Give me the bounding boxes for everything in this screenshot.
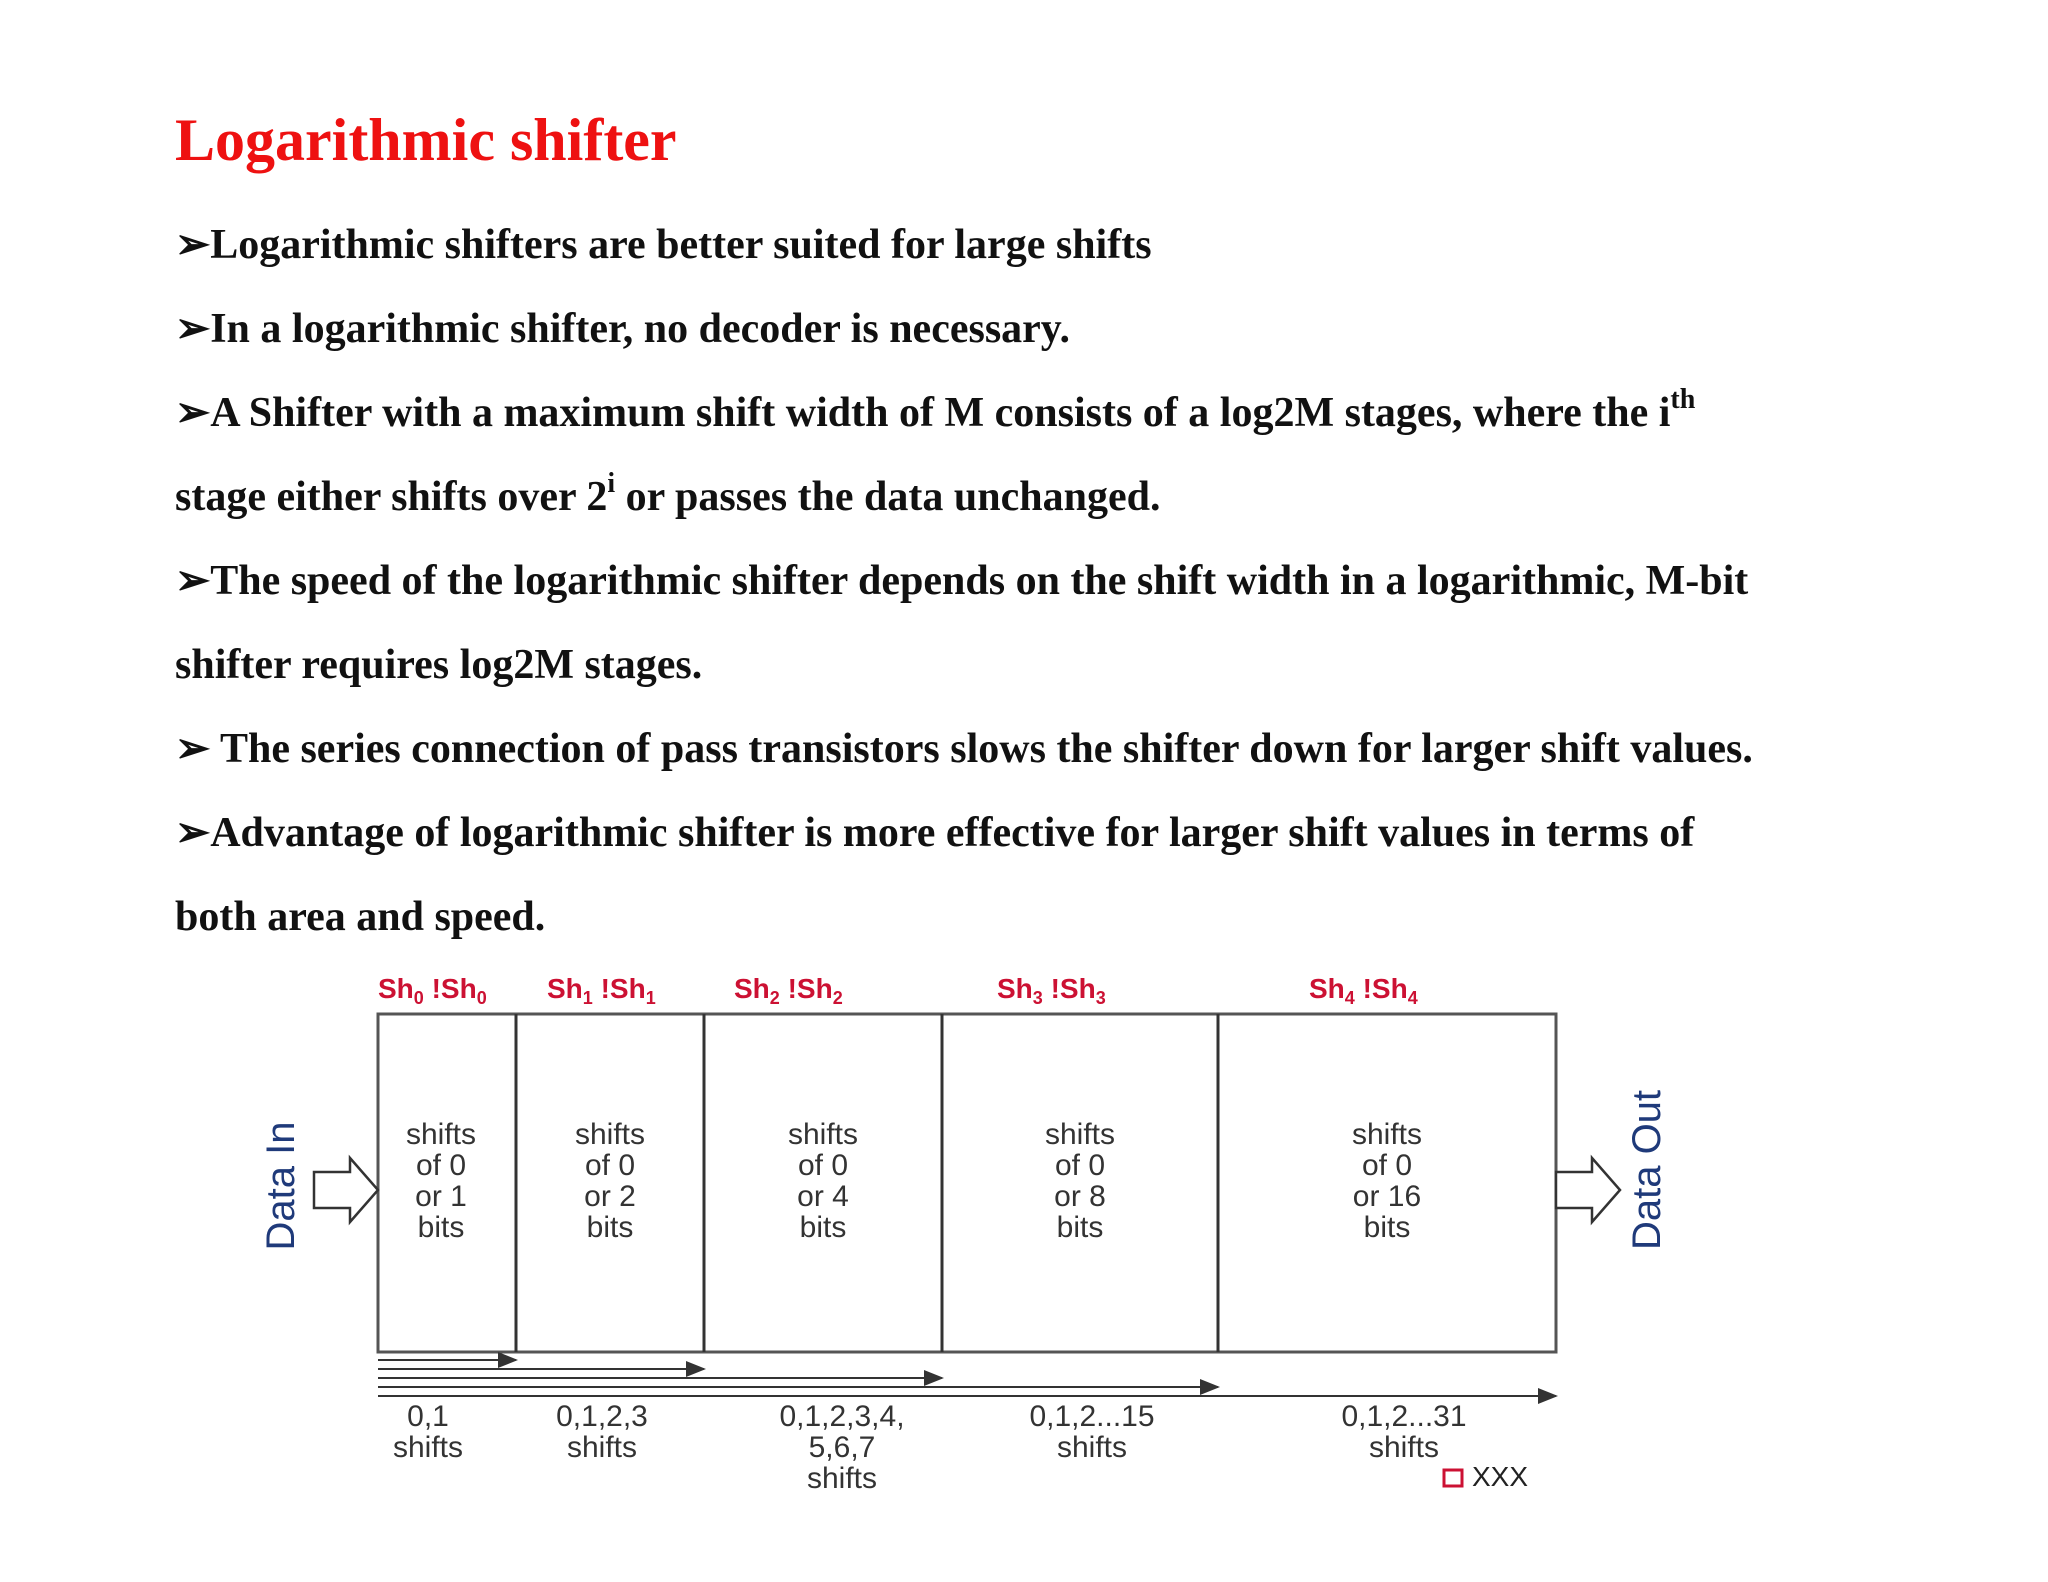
stage-description-line: or 1	[415, 1180, 467, 1213]
bullet-3	[175, 384, 1696, 436]
bullet-arrow-icon: ➢	[175, 810, 211, 856]
stage-description-line: or 4	[797, 1180, 849, 1213]
bullet-6-text: Advantage of logarithmic shifter is more effective for larger shift values in terms of	[210, 810, 1695, 856]
bullet-arrow-icon: ➢	[175, 726, 211, 772]
bullet-arrow-icon: ➢	[175, 390, 211, 436]
bullet-3b-text-end: or passes the data unchanged.	[615, 474, 1161, 520]
stage-description-line: bits	[799, 1211, 847, 1244]
shift-range-label: shifts	[806, 1462, 878, 1495]
shift-range-label: shifts	[392, 1431, 464, 1464]
stage-control-label-4: $Sh_4$ $!Sh_4$	[1309, 973, 1418, 1008]
bullet-6-continued	[175, 896, 545, 938]
data-out-arrow-icon	[1556, 1158, 1620, 1222]
shift-range-label: 0,1,2,3,4,	[779, 1400, 905, 1433]
stage-control-label-1: $Sh_1$ $!Sh_1$	[547, 973, 656, 1008]
stage-description-line: bits	[586, 1211, 634, 1244]
data-in-label: Data In	[259, 1121, 303, 1251]
stage-description-line: of 0	[1361, 1149, 1413, 1182]
bullet-4-text: The speed of the logarithmic shifter depends on the shift width in a logarithmic, M-bit	[210, 558, 1749, 604]
shift-range-label: 0,1,2,3	[556, 1400, 648, 1433]
stage-description-line: of 0	[1054, 1149, 1106, 1182]
bullet-4-continued	[175, 644, 702, 686]
bullet-1	[175, 224, 1152, 266]
stage-description-line: shifts	[1044, 1118, 1116, 1151]
bullet-6b-text: both area and speed.	[175, 894, 546, 940]
shift-range-label: shifts	[566, 1431, 638, 1464]
stage-description-line: shifts	[574, 1118, 646, 1151]
legend-square-icon	[1444, 1470, 1462, 1486]
shifter-outline	[378, 1014, 1556, 1352]
bullet-6	[175, 812, 1694, 854]
shift-range-label: shifts	[1056, 1431, 1128, 1464]
stage-description-line: or 16	[1352, 1180, 1422, 1213]
bullet-5-text: The series connection of pass transistors slows the shifter down for larger shift values.	[210, 726, 1753, 772]
bullet-arrow-icon: ➢	[175, 558, 211, 604]
stage-description-line: of 0	[415, 1149, 467, 1182]
bullet-4b-text: shifter requires log2M stages.	[175, 642, 703, 688]
stage-description-line: shifts	[787, 1118, 859, 1151]
data-in-arrow-icon	[314, 1158, 378, 1222]
data-out-label: Data Out	[1625, 1089, 1669, 1251]
stage-description-line: bits	[1363, 1211, 1411, 1244]
bullet-2-text: In a logarithmic shifter, no decoder is necessary.	[210, 306, 1070, 352]
shift-range-label: 0,1,2...15	[1029, 1400, 1155, 1433]
bullet-arrow-icon: ➢	[175, 306, 211, 352]
shift-range-label: 0,1,2...31	[1341, 1400, 1467, 1433]
slide-title: Logarithmic shifter	[175, 107, 677, 173]
stage-description-line: of 0	[797, 1149, 849, 1182]
stage-control-label-3: $Sh_3$ $!Sh_3$	[997, 973, 1106, 1008]
bullet-3b-text: stage either shifts over 2	[175, 474, 608, 520]
bullet-2	[175, 308, 1070, 350]
stage-description-line: or 2	[584, 1180, 636, 1213]
bullet-4	[175, 560, 1748, 602]
legend-label: XXX	[1472, 1461, 1529, 1492]
stage-description-line: or 8	[1054, 1180, 1106, 1213]
stage-description-line: of 0	[584, 1149, 636, 1182]
stage-control-label-0: $Sh_0$ $!Sh_0$	[378, 973, 487, 1008]
bullet-3-text: A Shifter with a maximum shift width of M consists of a log2M stages, where the i	[210, 390, 1671, 436]
bullet-3-continued	[175, 468, 1161, 520]
bullet-3b-superscript: i	[607, 468, 616, 499]
shift-range-label: 0,1	[407, 1400, 449, 1433]
bullet-5	[175, 728, 1753, 770]
bullet-1-text: Logarithmic shifters are better suited for large shifts	[210, 222, 1152, 268]
bullet-arrow-icon: ➢	[175, 222, 211, 268]
stage-description-line: bits	[417, 1211, 465, 1244]
stage-description-line: shifts	[405, 1118, 477, 1151]
stage-description-line: bits	[1056, 1211, 1104, 1244]
stage-description-line: shifts	[1351, 1118, 1423, 1151]
shift-range-label: shifts	[1368, 1431, 1440, 1464]
stage-control-label-2: $Sh_2$ $!Sh_2$	[734, 973, 843, 1008]
shift-range-label: 5,6,7	[808, 1431, 876, 1464]
bullet-3-superscript: th	[1670, 384, 1696, 415]
